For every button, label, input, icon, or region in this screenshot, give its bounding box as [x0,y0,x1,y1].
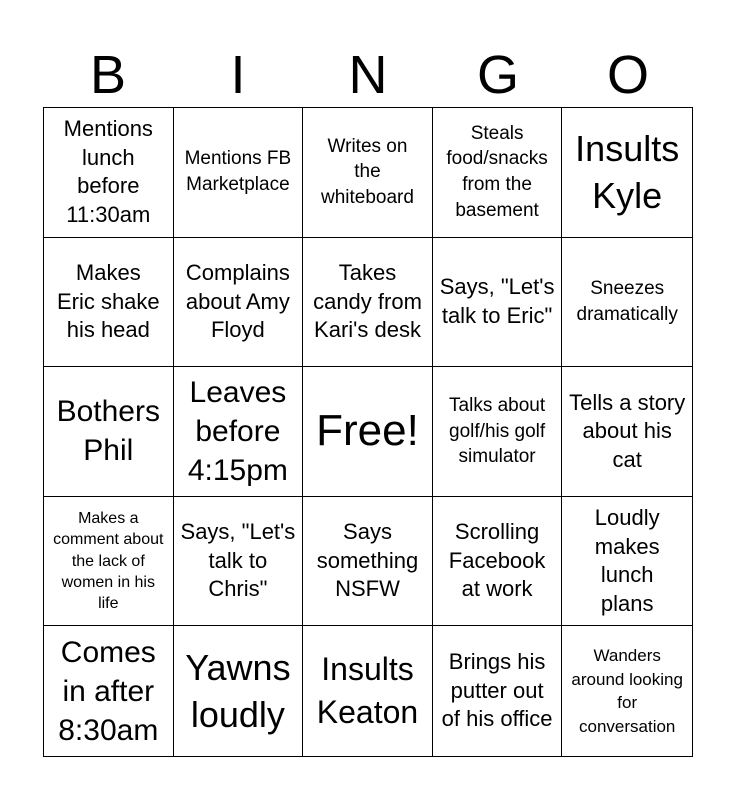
cell-text: Yawns loudly [185,646,291,736]
bingo-header [43,44,693,106]
bingo-cell[interactable] [433,108,563,238]
bingo-cell[interactable] [562,367,692,497]
cell-text: Insults Kyle [575,127,680,217]
free-space-text: Free! [316,406,419,456]
bingo-cell[interactable] [433,367,563,497]
bingo-cell[interactable] [174,626,304,756]
bingo-cell[interactable] [174,367,304,497]
cell-text: Leaves before 4:15pm [187,375,288,487]
cell-text: Mentions FB Marketplace [184,148,292,196]
bingo-cell[interactable] [174,108,304,238]
bingo-cell[interactable] [44,238,174,368]
cell-text: Says, "Let's talk to Chris" [180,519,296,602]
header-letter-g: G [476,45,519,105]
header-letter-i: I [230,45,246,105]
cell-text: Comes in after 8:30am [58,635,159,747]
bingo-cell[interactable] [303,626,433,756]
cell-text: Sneezes dramatically [576,278,678,325]
bingo-cell[interactable] [562,497,692,627]
cell-text: Complains about Amy Floyd [185,260,290,343]
bingo-cell[interactable] [562,108,692,238]
cell-text: Steals food/snacks from the basement [446,122,548,222]
bingo-cell[interactable] [303,108,433,238]
cell-text: Tells a story about his cat [569,389,686,472]
cell-text: Bothers Phil [56,395,160,468]
bingo-cell[interactable] [433,497,563,627]
header-letter-b: B [89,45,127,105]
cell-text: Loudly makes lunch plans [594,504,660,616]
cell-text: Takes candy from Kari's desk [313,260,422,343]
free-space-cell[interactable] [303,367,433,497]
bingo-cell[interactable] [44,497,174,627]
cell-text: Insults Keaton [316,651,419,731]
header-letter-n: N [348,45,388,105]
cell-text: Makes a comment about the lack of women in his life [53,510,164,612]
bingo-cell[interactable] [433,238,563,368]
cell-text: Says something NSFW [316,519,419,602]
bingo-cell[interactable] [562,626,692,756]
cell-text: Says, "Let's talk to Eric" [439,274,555,328]
cell-text: Scrolling Facebook at work [448,519,546,602]
cell-text: Writes on the whiteboard [321,135,414,209]
bingo-cell[interactable] [562,238,692,368]
cell-text: Makes Eric shake his head [56,260,160,343]
cell-text: Brings his putter out of his office [441,649,553,732]
cell-text: Wanders around looking for conversation [571,646,683,736]
cell-text: Talks about golf/his golf simulator [449,394,546,468]
bingo-cell[interactable] [44,626,174,756]
bingo-cell[interactable] [433,626,563,756]
bingo-cell[interactable] [44,367,174,497]
bingo-cell[interactable] [303,497,433,627]
header-letter-o: O [606,45,649,105]
bingo-cell[interactable] [174,497,304,627]
bingo-cell[interactable] [174,238,304,368]
bingo-cell[interactable] [303,238,433,368]
cell-text: Mentions lunch before 11:30am [63,116,153,227]
bingo-board [43,107,693,757]
bingo-cell[interactable] [44,108,174,238]
